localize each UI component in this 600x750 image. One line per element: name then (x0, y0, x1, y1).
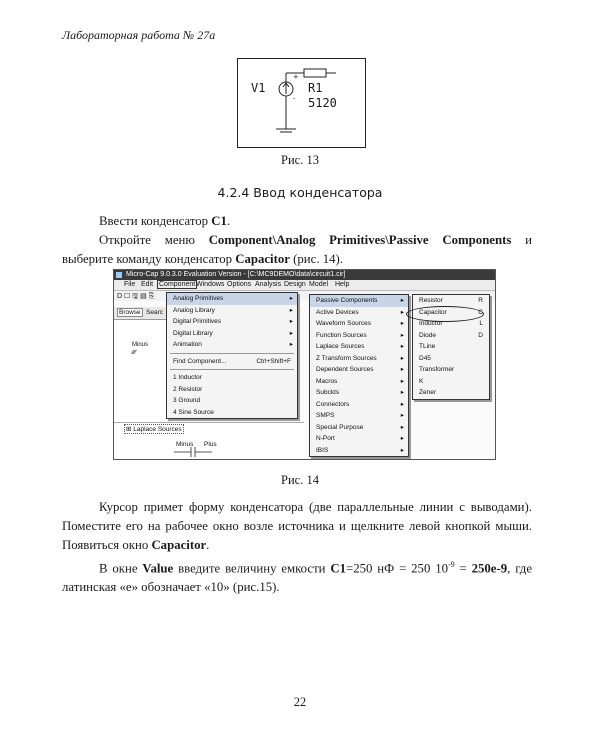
submenu-arrow-icon: ▸ (400, 389, 404, 396)
app-icon (116, 272, 122, 278)
menu-edit[interactable]: Edit (141, 281, 154, 288)
menu-item-dependent-sources[interactable] (310, 364, 408, 376)
menu-separator (170, 369, 294, 370)
p2-mid: и выберите команду конденсатор (62, 233, 532, 266)
submenu-arrow-icon: ▸ (289, 341, 293, 348)
paragraph-2 (62, 231, 532, 269)
p4-text: В окне (99, 561, 143, 576)
menu-item-analog-primitives[interactable] (167, 293, 297, 305)
component-tree-pane (114, 422, 304, 460)
menu-item-label: Find Component... (173, 357, 227, 365)
menu-item-macros[interactable] (310, 376, 408, 388)
p2-tail: (рис. 14). (289, 252, 343, 266)
submenu-arrow-icon: ▸ (400, 446, 404, 454)
menu-item-special-purpose[interactable] (310, 422, 408, 434)
menu-item-label: TLine (419, 343, 436, 350)
running-header: Лабораторная работа № 27а (62, 28, 216, 42)
component-menu (166, 292, 298, 419)
menu-item-label: Resistor (419, 297, 443, 304)
resistor-symbol (304, 69, 326, 77)
circuit-drawing (238, 59, 365, 147)
menu-item-label: K (419, 377, 424, 385)
menu-shortcut: Ctrl+Shift+F (256, 357, 291, 365)
menu-item-label: IBIS (316, 446, 329, 454)
submenu-arrow-icon: ▸ (400, 377, 404, 385)
menu-item-recent-inductor[interactable] (167, 372, 297, 384)
menu-item-label: Diode (419, 331, 436, 339)
menu-item-find-component[interactable] (167, 356, 297, 368)
menu-item-d45[interactable] (413, 353, 489, 365)
menu-item-label: Laplace Sources (316, 343, 365, 350)
submenu-arrow-icon: ▸ (400, 297, 404, 304)
menu-item-analog-library[interactable] (167, 305, 297, 317)
menu-item-n-port[interactable] (310, 433, 408, 445)
menu-item-label: Special Purpose (316, 423, 364, 431)
submenu-arrow-icon: ▸ (289, 318, 293, 325)
menu-item-transformer[interactable] (413, 364, 489, 376)
p2-capacitor: Capacitor (235, 252, 290, 266)
capacitor-highlight-ellipse (406, 306, 484, 322)
menu-item-zener[interactable] (413, 387, 489, 399)
p3-tail: . (206, 538, 210, 552)
menu-item-label: Macros (316, 377, 338, 385)
menu-item-passive-components[interactable] (310, 295, 408, 307)
menu-windows[interactable]: Windows (196, 281, 225, 288)
resistor-name: R1 (308, 81, 323, 95)
p4-exponent: -9 (448, 560, 455, 569)
toolbar-icons[interactable]: D ☐ 🖫 ▤ ⎘ (117, 293, 155, 300)
menu-item-label: Digital Library (173, 329, 213, 337)
p4-value: Value (142, 561, 174, 576)
submenu-arrow-icon: ▸ (400, 308, 404, 316)
source-minus-label: - (293, 95, 296, 103)
menu-item-laplace-sources[interactable] (310, 341, 408, 353)
menu-item-label: Function Sources (316, 331, 367, 339)
submenu-arrow-icon: ▸ (400, 400, 404, 408)
menu-item-label: Z Transform Sources (316, 354, 377, 362)
menu-item-label: Waveform Sources (316, 320, 372, 327)
menu-item-diode[interactable] (413, 330, 489, 342)
paragraph-1 (62, 212, 532, 231)
menu-item-label: Passive Components (316, 297, 378, 304)
analog-primitives-submenu (309, 294, 409, 457)
p2-menu-path: Component\Analog Primitives\Passive Components (208, 233, 512, 247)
section-title: 4.2.4 Ввод конденсатора (217, 185, 383, 200)
menu-item-animation[interactable] (167, 339, 297, 351)
menu-item-label: Inductor (419, 320, 443, 327)
page-number: 22 (293, 695, 307, 709)
menu-item-label: Transformer (419, 366, 455, 373)
p4-tail: , где латинская «е» обозначает «10» (рис.15). (62, 561, 532, 595)
submenu-arrow-icon: ▸ (400, 320, 404, 327)
menu-shortcut: D (478, 331, 483, 339)
preview-symbol: ∕∕∕∕ (132, 350, 137, 356)
browser-tabs (114, 307, 169, 320)
menu-item-label: 4 Sine Source (173, 408, 214, 416)
menu-item-waveform-sources[interactable] (310, 318, 408, 330)
submenu-arrow-icon: ▸ (400, 366, 404, 373)
circuit-figure (237, 58, 366, 148)
menu-item-active-devices[interactable] (310, 307, 408, 319)
figure-13-caption: Рис. 13 (281, 153, 319, 167)
capacitor-symbol (174, 447, 214, 457)
menu-item-label: N-Port (316, 435, 335, 442)
menu-item-connectors[interactable] (310, 399, 408, 411)
menu-model[interactable]: Model (309, 281, 329, 288)
menu-item-label: Analog Primitives (173, 295, 224, 302)
submenu-arrow-icon: ▸ (289, 329, 293, 337)
p1-tail: . (226, 214, 231, 228)
menu-item-recent-resistor[interactable] (167, 384, 297, 396)
menu-item-label: SMPS (316, 412, 335, 419)
menu-item-digital-primitives[interactable] (167, 316, 297, 328)
menu-design[interactable]: Design (284, 281, 306, 288)
source-plus-label: + (293, 73, 299, 81)
source-label: V1 (251, 81, 266, 95)
menu-separator (170, 353, 294, 354)
p4-c1: C1 (330, 561, 347, 576)
menu-item-k[interactable] (413, 376, 489, 388)
menu-item-ibis[interactable] (310, 445, 408, 457)
menu-item-label: Subckts (316, 389, 340, 396)
p2-text: Откройте меню (99, 233, 209, 247)
submenu-arrow-icon: ▸ (400, 354, 404, 362)
app-title: Micro-Cap 9.0.3.0 Evaluation Version - [C:\MC9DEMO\data\circuit1.cir] (126, 271, 346, 278)
menu-component[interactable]: Component (159, 281, 196, 288)
resistor-value: 5120 (308, 96, 337, 110)
submenu-arrow-icon: ▸ (400, 435, 404, 442)
submenu-arrow-icon: ▸ (400, 343, 404, 350)
tab-browse[interactable]: Browse (119, 309, 141, 316)
menu-options[interactable]: Options (227, 281, 252, 288)
symbol-plus-label: Plus (204, 441, 217, 448)
submenu-arrow-icon: ▸ (400, 423, 404, 431)
menu-item-label: Analog Library (173, 306, 215, 314)
p1-bold: C1 (211, 214, 227, 228)
menu-item-function-sources[interactable] (310, 330, 408, 342)
p4-mid1: введите величину емкости (173, 561, 331, 576)
submenu-arrow-icon: ▸ (289, 295, 293, 302)
menu-item-recent-sine-source[interactable] (167, 407, 297, 419)
menu-item-z-transform-sources[interactable] (310, 353, 408, 365)
menu-item-label: 1 Inductor (173, 374, 202, 381)
submenu-arrow-icon: ▸ (400, 331, 404, 339)
menu-item-label: Active Devices (316, 308, 359, 316)
menu-item-recent-ground[interactable] (167, 395, 297, 407)
preview-label-minus: Minus (132, 342, 149, 348)
menu-item-label: Animation (173, 341, 202, 348)
menu-item-label: Zener (419, 389, 436, 396)
p4-mid3: = (454, 561, 472, 576)
component-preview-pane (114, 320, 170, 430)
menu-item-label: Capacitor (419, 308, 447, 316)
microcap-screenshot (113, 269, 496, 460)
app-menubar (114, 280, 495, 291)
menu-item-label: Digital Primitives (173, 318, 222, 325)
menu-shortcut: C (478, 308, 483, 316)
paragraph-4 (62, 555, 532, 597)
symbol-minus-label: Minus (176, 441, 194, 448)
menu-item-label: 3 Ground (173, 397, 201, 404)
app-titlebar (114, 270, 495, 280)
menu-analysis[interactable]: Analysis (255, 281, 282, 288)
paragraph-3 (62, 498, 532, 555)
menu-help[interactable]: Help (335, 281, 350, 288)
menu-item-smps[interactable] (310, 410, 408, 422)
p3-bold: Capacitor (151, 538, 207, 552)
menu-item-label: Connectors (316, 400, 350, 408)
menu-shortcut: L (479, 320, 483, 327)
menu-shortcut: R (478, 297, 483, 304)
menu-item-tline[interactable] (413, 341, 489, 353)
p4-mid2: =250 нФ = 250 10 (346, 561, 448, 576)
p4-sci-value: 250e-9 (471, 561, 508, 576)
menu-item-label: D45 (419, 354, 431, 362)
p1-text: Ввести конденсатор (99, 214, 212, 228)
p3-text: Курсор примет форму конденсатора (две параллельные линии с выводами). Поместите его на рабочее окно возле источника и щелкните левой кнопкой мыши. Появиться окно (62, 500, 532, 552)
menu-item-subckts[interactable] (310, 387, 408, 399)
tree-item-laplace[interactable]: ⊞ Laplace Sources (126, 426, 182, 433)
menu-item-digital-library[interactable] (167, 328, 297, 340)
menu-item-label: Dependent Sources (316, 366, 374, 373)
figure-14-caption: Рис. 14 (281, 473, 319, 487)
submenu-arrow-icon: ▸ (400, 412, 404, 419)
menu-item-resistor[interactable] (413, 295, 489, 307)
menu-file[interactable]: File (124, 281, 136, 288)
submenu-arrow-icon: ▸ (289, 306, 293, 314)
tab-search[interactable]: Searc (146, 309, 163, 316)
menu-item-label: 2 Resistor (173, 385, 203, 393)
